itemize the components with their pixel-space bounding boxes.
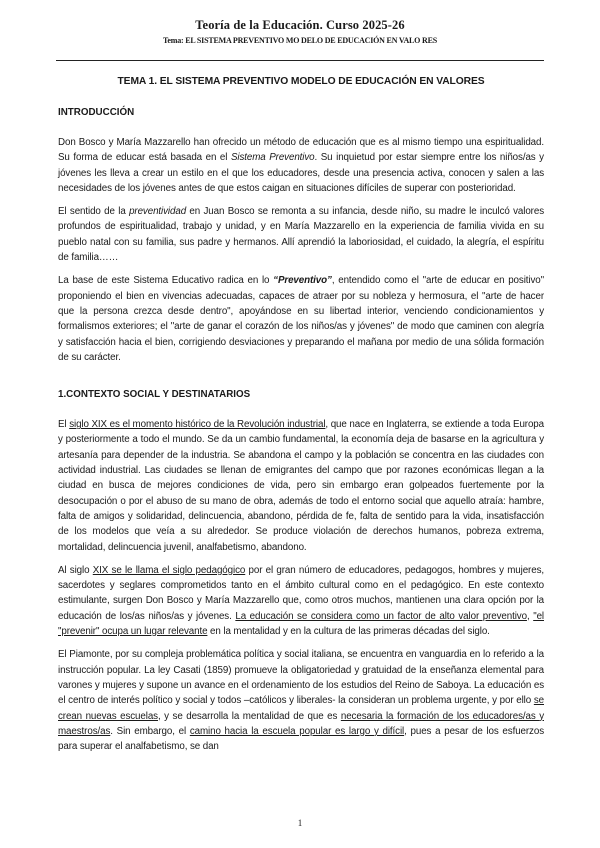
text-run: El sentido de la — [58, 206, 130, 218]
header-title: Teoría de la Educación. Curso 2025-26 — [195, 18, 405, 32]
underlined-text: siglo XIX es el momento histórico de la Revolución industrial — [69, 419, 326, 431]
header-subtitle: Tema: EL SISTEMA PREVENTIVO MO DELO DE EDUCACIÓN EN VALO RES — [163, 36, 437, 45]
text-run: por el gran número de educadores, pedagogos, hombres y mujeres, sacerdotes y seglares comprometidos tanto en el ámbito cultural como en el pedagógico. En este contexto estimulante, surgen Don Bosco y María Mazzarello que, como otros muchos, mantienen una clara opción por la educación de los/as niños/as y jóvenes. — [58, 564, 544, 622]
text-run: El — [58, 419, 70, 431]
intro-paragraph-3 — [58, 273, 544, 365]
text-run: , y se desarrolla la mentalidad de que es — [157, 710, 341, 722]
intro-heading: INTRODUCCIÓN — [58, 107, 135, 118]
underlined-text: se crean nuevas escuelas — [58, 695, 544, 722]
text-run: en la mentalidad y en la cultura de las primeras décadas del siglo. — [207, 626, 490, 638]
context-paragraph-1 — [58, 417, 544, 555]
text-run: , que nace en Inglaterra, se extiende a toda Europa y posteriormente a todo el mundo. Se da un cambio fundamental, la economía deja de basarse en la agricultura y artesanía para depender de la industria. Se abandona el campo y la población se concentra en las ciudades con actividad industrial. Las ciudades se llenan de emigrantes del campo que por razones económicas llegan a la ciudad en busca de mejores condiciones de vida, pero sin embargo eran golpeados fuertemente por la desocupación o por el abuso de su mano de obra, además de todo el entorno social que aquello atraía: hambre, falta de amigos y solidaridad, delincuencia, abandono, pérdida de fe, falta de sentido para la vida, insatisfacción de los modelos que veía a su alrededor. Se produce violación de derechos humanos, pobreza extrema, mortalidad, delincuencia juvenil, analfabetismo, abandono. — [58, 419, 545, 553]
intro-paragraph-2 — [58, 204, 544, 265]
document-body — [58, 76, 544, 762]
context-heading: 1.CONTEXTO SOCIAL Y DESTINATARIOS — [58, 389, 251, 401]
emphasis-text: preventividad — [129, 206, 187, 218]
page-header — [0, 18, 600, 45]
text-run: , entendido como el "arte de educar en positivo" proponiendo el bien en vivencias adecuadas, capaces de atraer por su nobleza y hermosura, el "arte de hacer que la persona crezca desde dentro", apoyándose en su libertad interior, venciendo condicionamientos y formalismos exteriores; el "arte de ganar el corazón de los niños/as y jóvenes" de modo que caminen con alegría y satisfacción hacia el bien, corrigiendo desviaciones y preparando el mañana por medio de una sólida formación de su carácter. — [58, 275, 544, 363]
underlined-text: La educación se considera como un factor de alto valor preventivo — [235, 610, 527, 622]
emphasis-text: “Preventivo” — [273, 275, 332, 287]
text-run: . Su inquietud por estar siempre entre los niños/as y jóvenes les lleva a crear un estilo en el que los educadores, desde una presencia activa, conocen y salen a las necesidades de los jóvenes antes de que estos caigan en situaciones difíciles de superar con posterioridad. — [58, 152, 544, 194]
underlined-text: necesaria la formación de los educadores/as y maestros/as — [58, 710, 544, 737]
underlined-text: camino hacia la escuela popular es largo y difícil — [189, 725, 405, 737]
header-rule — [56, 60, 544, 61]
context-paragraph-2 — [58, 563, 544, 639]
text-run: . Sin embargo, el — [110, 725, 190, 737]
text-run: en Juan Bosco se remonta a su infancia, desde niño, su madre le inculcó valores profundos de espiritualidad, trabajo y unidad, y en María Mazzarello en la experiencia de familia vivida en su pueblo natal con su familia, sus padre y hermanos. Allí aprendió la laboriosidad, el cuidado, la alegría, el espíritu de familia…… — [58, 206, 544, 264]
intro-paragraph-1 — [58, 135, 544, 196]
text-run: , pues a pesar de los esfuerzos para superar el analfabetismo, se dan — [58, 725, 545, 753]
context-paragraph-3 — [58, 647, 544, 754]
main-title: TEMA 1. EL SISTEMA PREVENTIVO MODELO DE EDUCACIÓN EN VALORES — [117, 76, 485, 87]
text-run: El Piamonte, por su compleja problemática política y social italiana, se encuentra en vanguardia en lo referido a la instrucción popular. La ley Casati (1859) promueve la obligatoriedad y gratuidad de la enseñanza elemental para varones y mujeres y supone un avance en el ordenamiento de los estudios del Reino de Saboya. La educación es el centro de interés político y social y todos –católicos y liberales- la consideran un problema urgente, y por ello — [58, 649, 544, 707]
text-run: , — [526, 610, 534, 622]
text-run: La base de este Sistema Educativo radica en lo — [58, 275, 274, 287]
text-run: Don Bosco y María Mazzarello han ofrecido un método de educación que es al mismo tiempo una espiritualidad. Su forma de educar está basada en el — [58, 137, 544, 164]
emphasis-text: Sistema Preventivo — [230, 152, 315, 164]
underlined-text: "el "prevenir" ocupa un lugar relevante — [58, 610, 544, 638]
text-run: Al siglo — [58, 564, 93, 576]
page-number: 1 — [297, 818, 303, 828]
underlined-text: XIX se le llama el siglo pedagógico — [92, 564, 246, 576]
